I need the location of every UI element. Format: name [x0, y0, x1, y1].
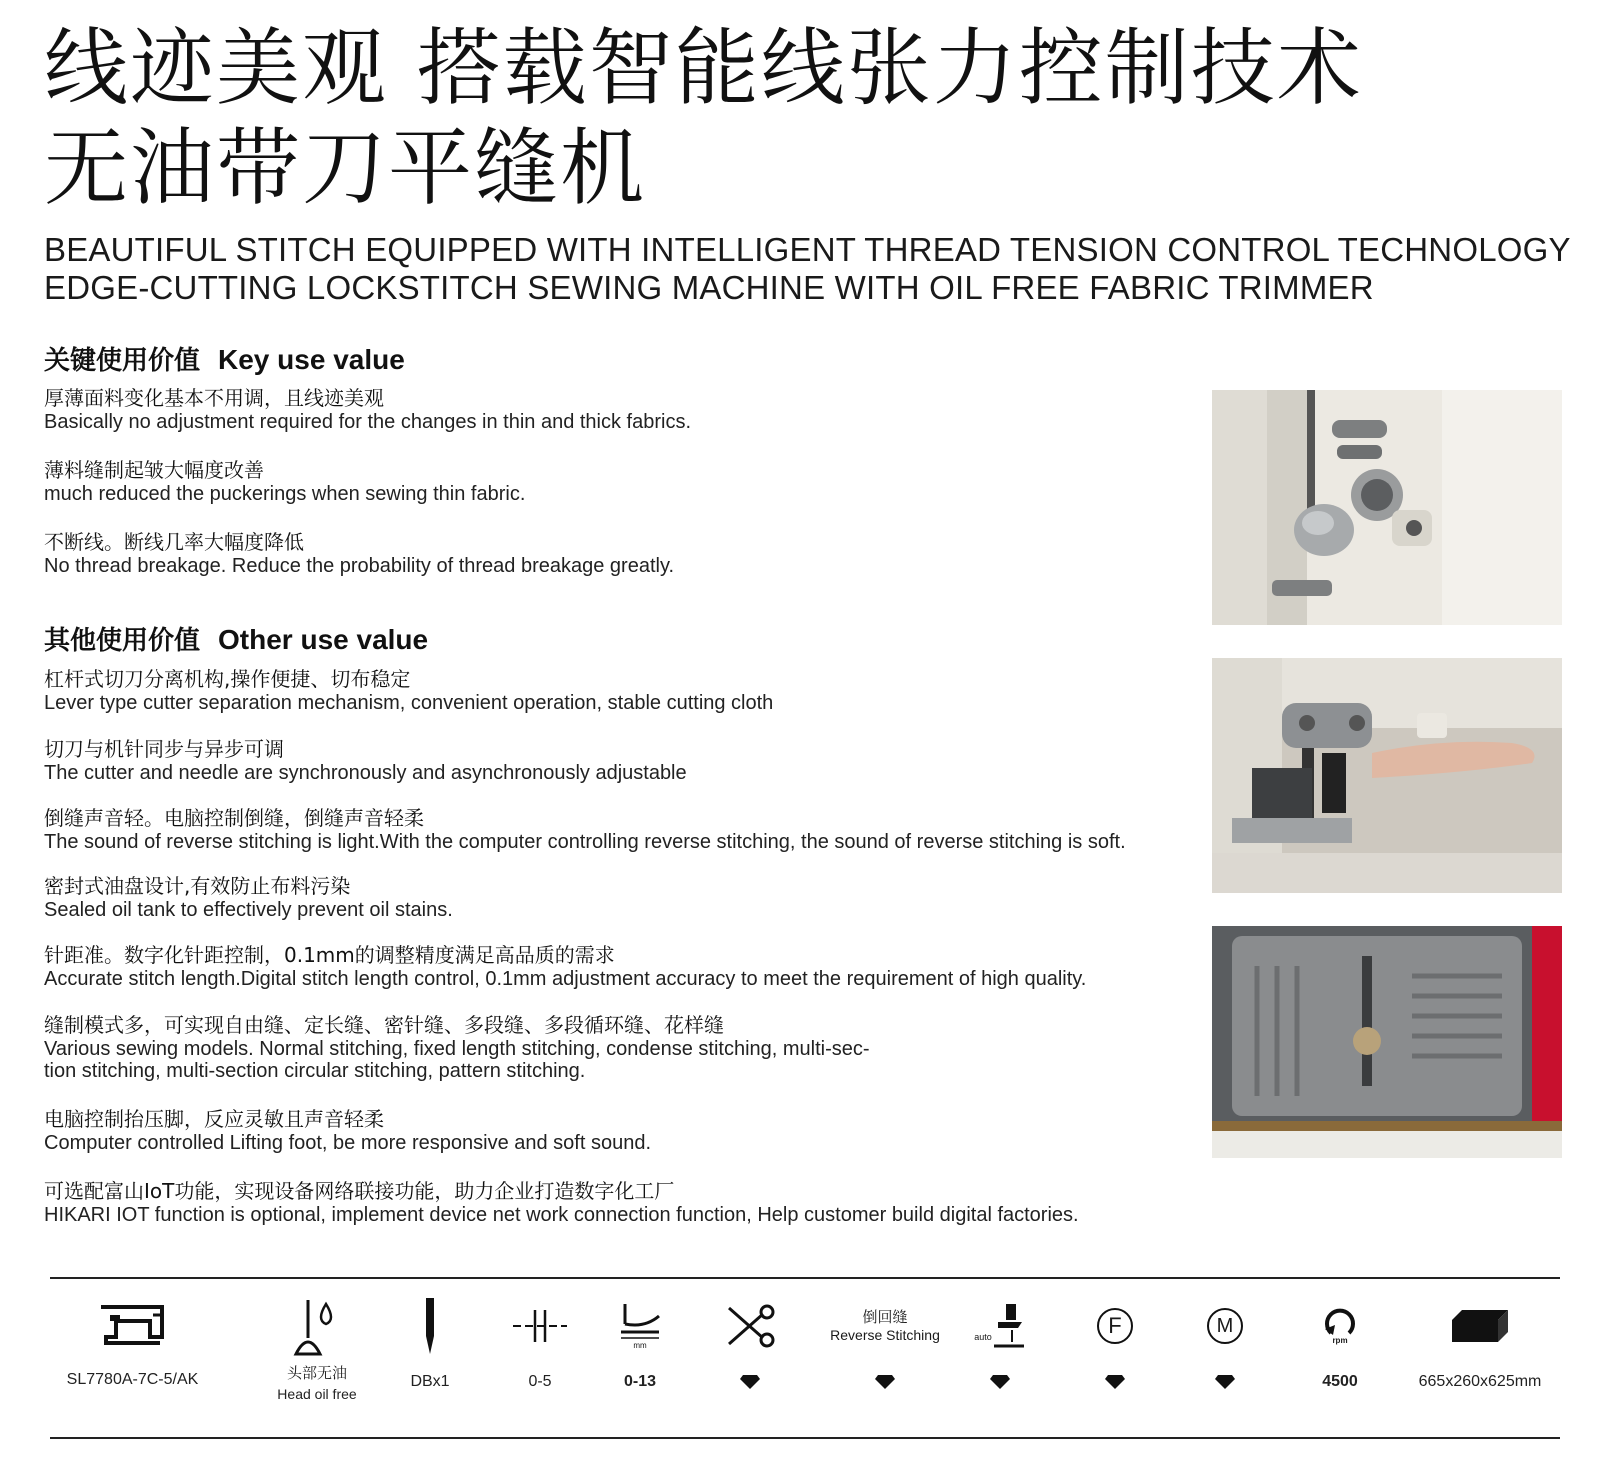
spec-oil-en: Head oil free: [277, 1386, 357, 1402]
feature-en: Various sewing models. Normal stitching, fixed length stitching, condense stitching, multi-sec-: [44, 1038, 870, 1060]
feature-item: [44, 457, 1204, 505]
spec-speed: [1290, 1296, 1390, 1392]
feature-cn: 薄料缝制起皱大幅度改善: [44, 458, 264, 482]
section-heading-other: [44, 620, 428, 657]
oil-drop-icon: [252, 1296, 382, 1356]
feature-cn: 针距准。数字化针距控制，0.1mm的调整精度满足高品质的需求: [44, 943, 615, 967]
spec-dimensions: [1405, 1296, 1555, 1392]
box-icon: [1405, 1296, 1555, 1356]
spec-trimmer: [690, 1296, 810, 1393]
spec-function-m: [1175, 1296, 1275, 1393]
feature-item: [44, 736, 1204, 784]
feature-item: [44, 666, 1204, 714]
feature-cn: 切刀与机针同步与异步可调: [44, 737, 284, 761]
spec-needle-value: DBx1: [410, 1373, 450, 1390]
feature-cn: 杠杆式切刀分离机构,操作便捷、切布稳定: [44, 667, 411, 691]
reverse-stitching-label: [810, 1296, 960, 1356]
spec-auto-available: [950, 1374, 1050, 1393]
product-photo-oil-tank: [1212, 926, 1562, 1158]
feature-cn: 密封式油盘设计,有效防止布料污染: [44, 874, 351, 898]
sewing-machine-icon: [65, 1296, 200, 1356]
stitch-length-icon: [490, 1296, 590, 1356]
feature-en: Lever type cutter separation mechanism, convenient operation, stable cutting cloth: [44, 692, 774, 714]
feature-en: Sealed oil tank to effectively prevent oil stains.: [44, 899, 453, 921]
spec-stitch-length-value: 0-5: [528, 1373, 552, 1390]
spec-f-label: F: [1097, 1308, 1133, 1344]
section-heading-key: [44, 340, 405, 377]
feature-cn: 倒缝声音轻。电脑控制倒缝，倒缝声音轻柔: [44, 806, 424, 830]
feature-item: [44, 942, 1204, 990]
title-cn-line1: 线迹美观 搭载智能线张力控制技术: [44, 19, 1363, 117]
feature-en: The sound of reverse stitching is light.With the computer controlling reverse stitching, the sound of reverse stitching is soft.: [44, 831, 1126, 853]
spec-m-label: M: [1207, 1308, 1243, 1344]
spec-auto-label: auto: [974, 1332, 992, 1342]
diamond-icon: [1105, 1375, 1125, 1389]
diamond-icon: [875, 1375, 895, 1389]
spec-oil-cn: 头部无油: [286, 1365, 347, 1382]
feature-en: The cutter and needle are synchronously and asynchronously adjustable: [44, 762, 687, 784]
feature-en: much reduced the puckerings when sewing thin fabric.: [44, 483, 526, 505]
section-heading-key-cn: 关键使用价值: [44, 346, 201, 376]
feature-en: HIKARI IOT function is optional, implement device net work connection function, Help customer build digital factories.: [44, 1204, 1079, 1226]
feature-en: Accurate stitch length.Digital stitch length control, 0.1mm adjustment accuracy to meet the requirement of high quality.: [44, 968, 1087, 990]
feature-en-continued: tion stitching, multi-section circular stitching, pattern stitching.: [44, 1060, 586, 1082]
spec-reverse-stitching: [810, 1296, 960, 1393]
feature-item: [44, 529, 1204, 577]
spec-divider-bottom: [50, 1437, 1560, 1439]
spec-stitch-length: [490, 1296, 590, 1392]
spec-m-available: [1175, 1374, 1275, 1393]
section-heading-other-en: Other use value: [218, 624, 429, 655]
spec-presser-lift-value: 0-13: [623, 1373, 657, 1390]
feature-cn: 厚薄面料变化基本不用调，且线迹美观: [44, 386, 384, 410]
spec-oil-free: [252, 1296, 382, 1404]
spec-reverse-cn: 倒回缝: [862, 1308, 908, 1326]
auto-presser-foot-icon: [950, 1296, 1050, 1356]
feature-cn: 缝制模式多，可实现自由缝、定长缝、密针缝、多段缝、多段循环缝、花样缝: [44, 1013, 724, 1037]
feature-item: [44, 1012, 1204, 1082]
spec-divider-top: [50, 1277, 1560, 1279]
spec-presser-lift: [590, 1296, 690, 1392]
product-photo-cutter: [1212, 658, 1562, 893]
feature-item: [44, 1106, 1204, 1154]
rpm-icon: [1290, 1296, 1390, 1356]
diamond-icon: [990, 1375, 1010, 1389]
section-heading-key-en: Key use value: [218, 344, 405, 375]
spec-dimensions-value: 665x260x625mm: [1418, 1373, 1542, 1390]
f-circle-icon: [1065, 1296, 1165, 1356]
product-photo-tension-knob: [1212, 390, 1562, 625]
section-heading-other-cn: 其他使用价值: [44, 626, 201, 656]
scissors-icon: [690, 1296, 810, 1356]
spec-model: [65, 1296, 200, 1390]
spec-reverse-en: Reverse Stitching: [830, 1327, 940, 1343]
spec-auto-lift: [950, 1296, 1050, 1393]
spec-f-available: [1065, 1374, 1165, 1393]
needle-icon: [380, 1296, 480, 1356]
title-en-line2: EDGE-CUTTING LOCKSTITCH SEWING MACHINE WITH OIL FREE FABRIC TRIMMER: [44, 269, 1374, 306]
presser-foot-icon: [590, 1296, 690, 1356]
feature-item: [44, 385, 1204, 433]
feature-en: Basically no adjustment required for the changes in thin and thick fabrics.: [44, 411, 692, 433]
spec-speed-value: 4500: [1322, 1373, 1358, 1390]
diamond-icon: [740, 1375, 760, 1389]
title-en-line1: BEAUTIFUL STITCH EQUIPPED WITH INTELLIGENT THREAD TENSION CONTROL TECHNOLOGY: [44, 231, 1571, 268]
spec-function-f: [1065, 1296, 1165, 1393]
diamond-icon: [1215, 1375, 1235, 1389]
feature-en: Computer controlled Lifting foot, be more responsive and soft sound.: [44, 1132, 652, 1154]
spec-rpm-label: rpm: [1332, 1336, 1348, 1345]
feature-en: No thread breakage. Reduce the probability of thread breakage greatly.: [44, 555, 675, 577]
m-circle-icon: [1175, 1296, 1275, 1356]
feature-cn: 不断线。断线几率大幅度降低: [44, 530, 304, 554]
spec-needle: [380, 1296, 480, 1392]
spec-stitch-unit: mm: [633, 1341, 647, 1350]
spec-reverse-available: [810, 1374, 960, 1393]
feature-item: [44, 1178, 1204, 1226]
feature-item: [44, 873, 1204, 921]
feature-cn: 电脑控制抬压脚，反应灵敏且声音轻柔: [44, 1107, 384, 1131]
spec-model-value: SL7780A-7C-5/AK: [66, 1371, 199, 1388]
title-cn-line2: 无油带刀平缝机: [44, 119, 647, 217]
feature-item: [44, 805, 1204, 853]
spec-trimmer-available: [690, 1374, 810, 1393]
feature-cn: 可选配富山IoT功能，实现设备网络联接功能，助力企业打造数字化工厂: [44, 1179, 675, 1203]
